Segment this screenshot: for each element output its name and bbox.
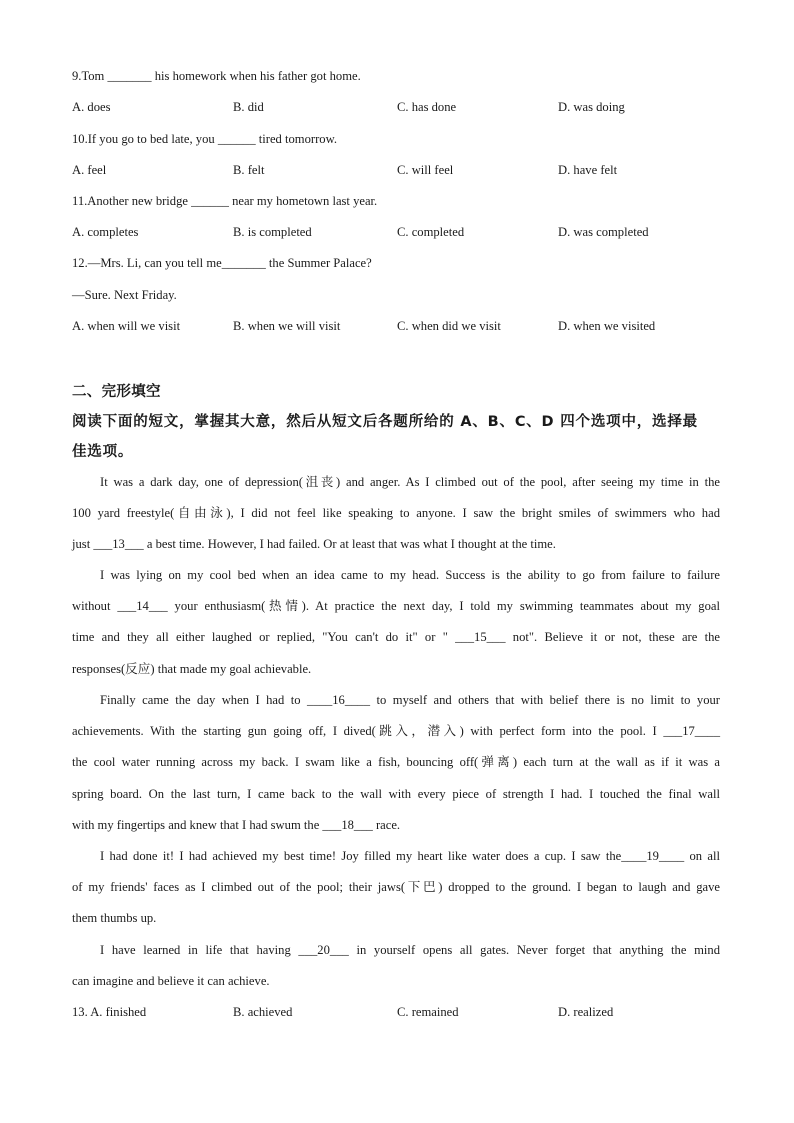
option-b[interactable]: B. achieved [233, 1005, 293, 1019]
question-10-options [72, 162, 732, 178]
question-9-options [72, 99, 732, 115]
question-12-options [72, 318, 732, 334]
section-instruction-line-1: 阅读下面的短文，掌握其大意，然后从短文后各题所给的 A、B、C、D 四个选项中，选择最 [72, 414, 698, 430]
option-b[interactable]: B. did [233, 100, 264, 114]
passage-paragraph-3 [72, 685, 720, 841]
option-c[interactable]: C. will feel [397, 163, 454, 177]
question-11-options [72, 224, 732, 240]
question-9-stem: 9.Tom _______ his homework when his father got home. [72, 69, 361, 83]
question-11-stem: 11.Another new bridge ______ near my hometown last year. [72, 194, 378, 208]
option-d[interactable]: D. was doing [558, 100, 625, 114]
option-a[interactable]: A. completes [72, 225, 139, 239]
option-a[interactable]: A. feel [72, 163, 107, 177]
passage-line: time and they all either laughed or replied, "You can't do it" or " ___15___ not". Believe it or not, these are the [72, 630, 720, 645]
question-12-stem: 12.—Mrs. Li, can you tell me_______ the Summer Palace? [72, 256, 372, 270]
section-title: 二、完形填空 [72, 384, 161, 400]
passage-line: Finally came the day when I had to ____16____ to myself and others that with belief there is no limit to your [100, 693, 720, 707]
passage-line: I had done it! I had achieved my best time! Joy filled my heart like water does a cup. I saw the____19____ on all [100, 849, 720, 863]
passage-line: them thumbs up. [72, 911, 157, 926]
passage-line: with my fingertips and knew that I had swum the ___18___ race. [72, 817, 401, 832]
passage-line: I have learned in life that having ___20___ in yourself opens all gates. Never forget that anything the mind [100, 943, 720, 957]
passage-line: It was a dark day, one of depression(沮丧) and anger. As I climbed out of the pool, after seeing my time in the [100, 475, 720, 489]
option-b[interactable]: B. is completed [233, 225, 312, 239]
option-c[interactable]: C. when did we visit [397, 319, 501, 333]
option-c[interactable]: C. remained [397, 1005, 459, 1019]
passage-line: 100 yard freestyle(自由泳), I did not feel like speaking to anyone. I saw the bright smiles of swimmers who had [72, 506, 720, 521]
passage-line: without ___14___ your enthusiasm(热情). At practice the next day, I told my swimming teammates about my goal [72, 599, 720, 614]
option-b[interactable]: B. felt [233, 163, 265, 177]
passage-line: I was lying on my cool bed when an idea came to my head. Success is the ability to go from failure to failure [100, 568, 720, 582]
question-10-stem: 10.If you go to bed late, you ______ tired tomorrow. [72, 132, 338, 146]
passage-line: achievements. With the starting gun going off, I dived(跳入，潜入) with perfect form into the pool. I ___17____ [72, 724, 720, 739]
option-d[interactable]: D. realized [558, 1005, 614, 1019]
question-12-answer: —Sure. Next Friday. [72, 288, 177, 302]
option-d[interactable]: D. have felt [558, 163, 618, 177]
passage-line: can imagine and believe it can achieve. [72, 974, 270, 989]
passage-line: spring board. On the last turn, I came back to the wall with every piece of strength I had. I touched the final wall [72, 786, 720, 801]
passage-line: of my friends' faces as I climbed out of the pool; their jaws(下巴) dropped to the ground. I began to laugh and gave [72, 880, 720, 895]
option-c[interactable]: C. completed [397, 225, 465, 239]
passage-line: responses(反应) that made my goal achievable. [72, 661, 312, 676]
option-a[interactable]: A. when will we visit [72, 319, 181, 333]
option-a[interactable]: 13. A. finished [72, 1005, 147, 1019]
passage-paragraph-1 [72, 467, 720, 561]
option-c[interactable]: C. has done [397, 100, 457, 114]
option-d[interactable]: D. when we visited [558, 319, 656, 333]
cloze-question-13-options [72, 1004, 732, 1020]
option-a[interactable]: A. does [72, 100, 111, 114]
option-d[interactable]: D. was completed [558, 225, 649, 239]
passage-line: just ___13___ a best time. However, I had failed. Or at least that was what I thought at the time. [72, 537, 556, 552]
passage-line: the cool water running across my back. I swam like a fish, bouncing off(弹离) each turn at the wall as if it was a [72, 755, 720, 770]
passage-paragraph-2 [72, 560, 720, 685]
section-instruction-line-2: 佳选项。 [72, 444, 134, 460]
option-b[interactable]: B. when we will visit [233, 319, 341, 333]
passage-paragraph-4 [72, 841, 720, 935]
passage-paragraph-5 [72, 935, 720, 997]
